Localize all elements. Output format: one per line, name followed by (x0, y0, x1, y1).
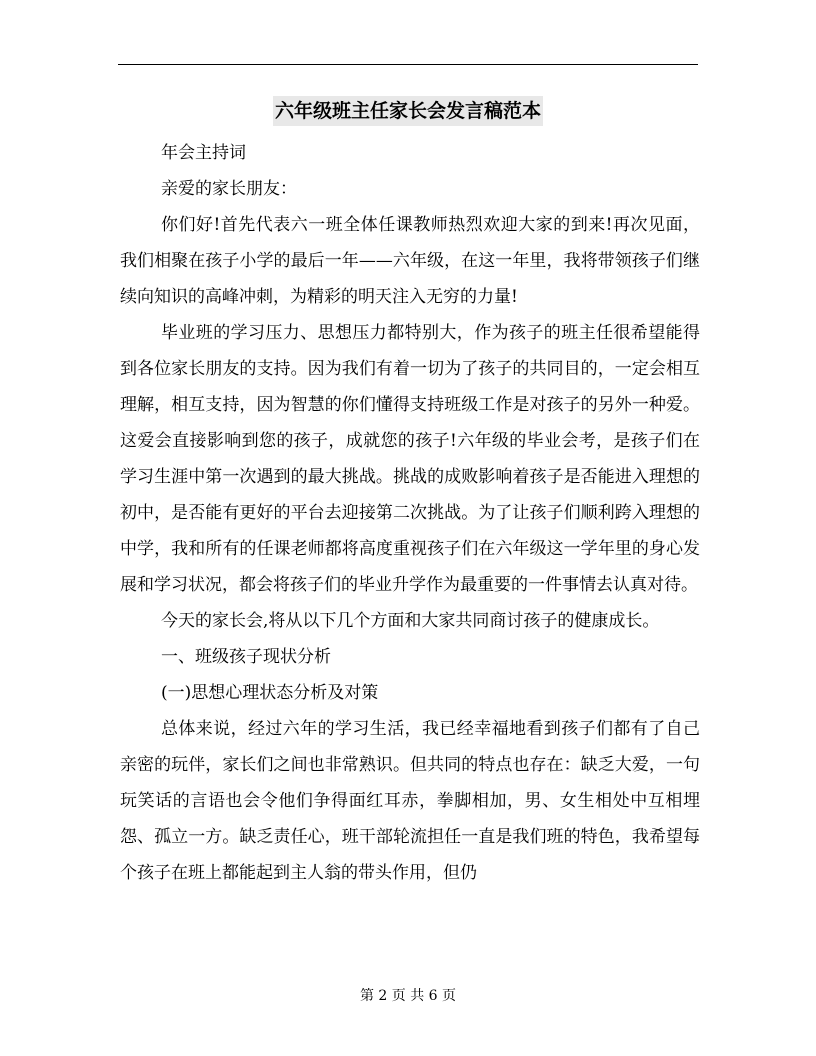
section-heading-class-analysis: 一、班级孩子现状分析 (161, 647, 331, 667)
document-title-row (0, 96, 816, 127)
document-body (120, 135, 700, 891)
paragraph-meeting-intro: 今天的家长会,将从以下几个方面和大家共同商讨孩子的健康成长。 (161, 611, 660, 631)
header-rule (118, 64, 698, 65)
paragraph-heading-annual: 年会主持词 (161, 143, 246, 163)
paragraph-overall: 总体来说，经过六年的学习生活，我已经幸福地看到孩子们都有了自己亲密的玩伴，家长们之间也非常熟识。但共同的特点也存在：缺乏大爱，一句玩笑话的言语也会令他们争得面红耳赤，拳脚相加，男、女生相处中互相埋怨、孤立一方。缺乏责任心，班干部轮流担任一直是我们班的特色，我希望每个孩子在班上都能起到主人翁的带头作用，但仍 (120, 719, 700, 883)
page-footer: 第 2 页 共 6 页 (359, 988, 457, 1004)
paragraph-salutation: 亲爱的家长朋友： (161, 179, 297, 199)
paragraph-greeting: 你们好!首先代表六一班全体任课教师热烈欢迎大家的到来!再次见面，我们相聚在孩子小学的最后一年——六年级，在这一年里，我将带领孩子们继续向知识的高峰冲刺，为精彩的明天注入无穷的力量! (120, 215, 700, 307)
document-title: 六年级班主任家长会发言稿范本 (273, 96, 543, 126)
subsection-heading-mental-state: (一)思想心理状态分析及对策 (161, 683, 379, 703)
paragraph-graduation-class: 毕业班的学习压力、思想压力都特别大，作为孩子的班主任很希望能得到各位家长朋友的支持。因为我们有着一切为了孩子的共同目的，一定会相互理解，相互支持，因为智慧的你们懂得支持班级工作是对孩子的另外一种爱。这爱会直接影响到您的孩子，成就您的孩子!六年级的毕业会考，是孩子们在学习生涯中第一次遇到的最大挑战。挑战的成败影响着孩子是否能进入理想的初中，是否能有更好的平台去迎接第二次挑战。为了让孩子们顺利跨入理想的中学，我和所有的任课老师都将高度重视孩子们在六年级这一学年里的身心发展和学习状况，都会将孩子们的毕业升学作为最重要的一件事情去认真对待。 (120, 323, 700, 595)
